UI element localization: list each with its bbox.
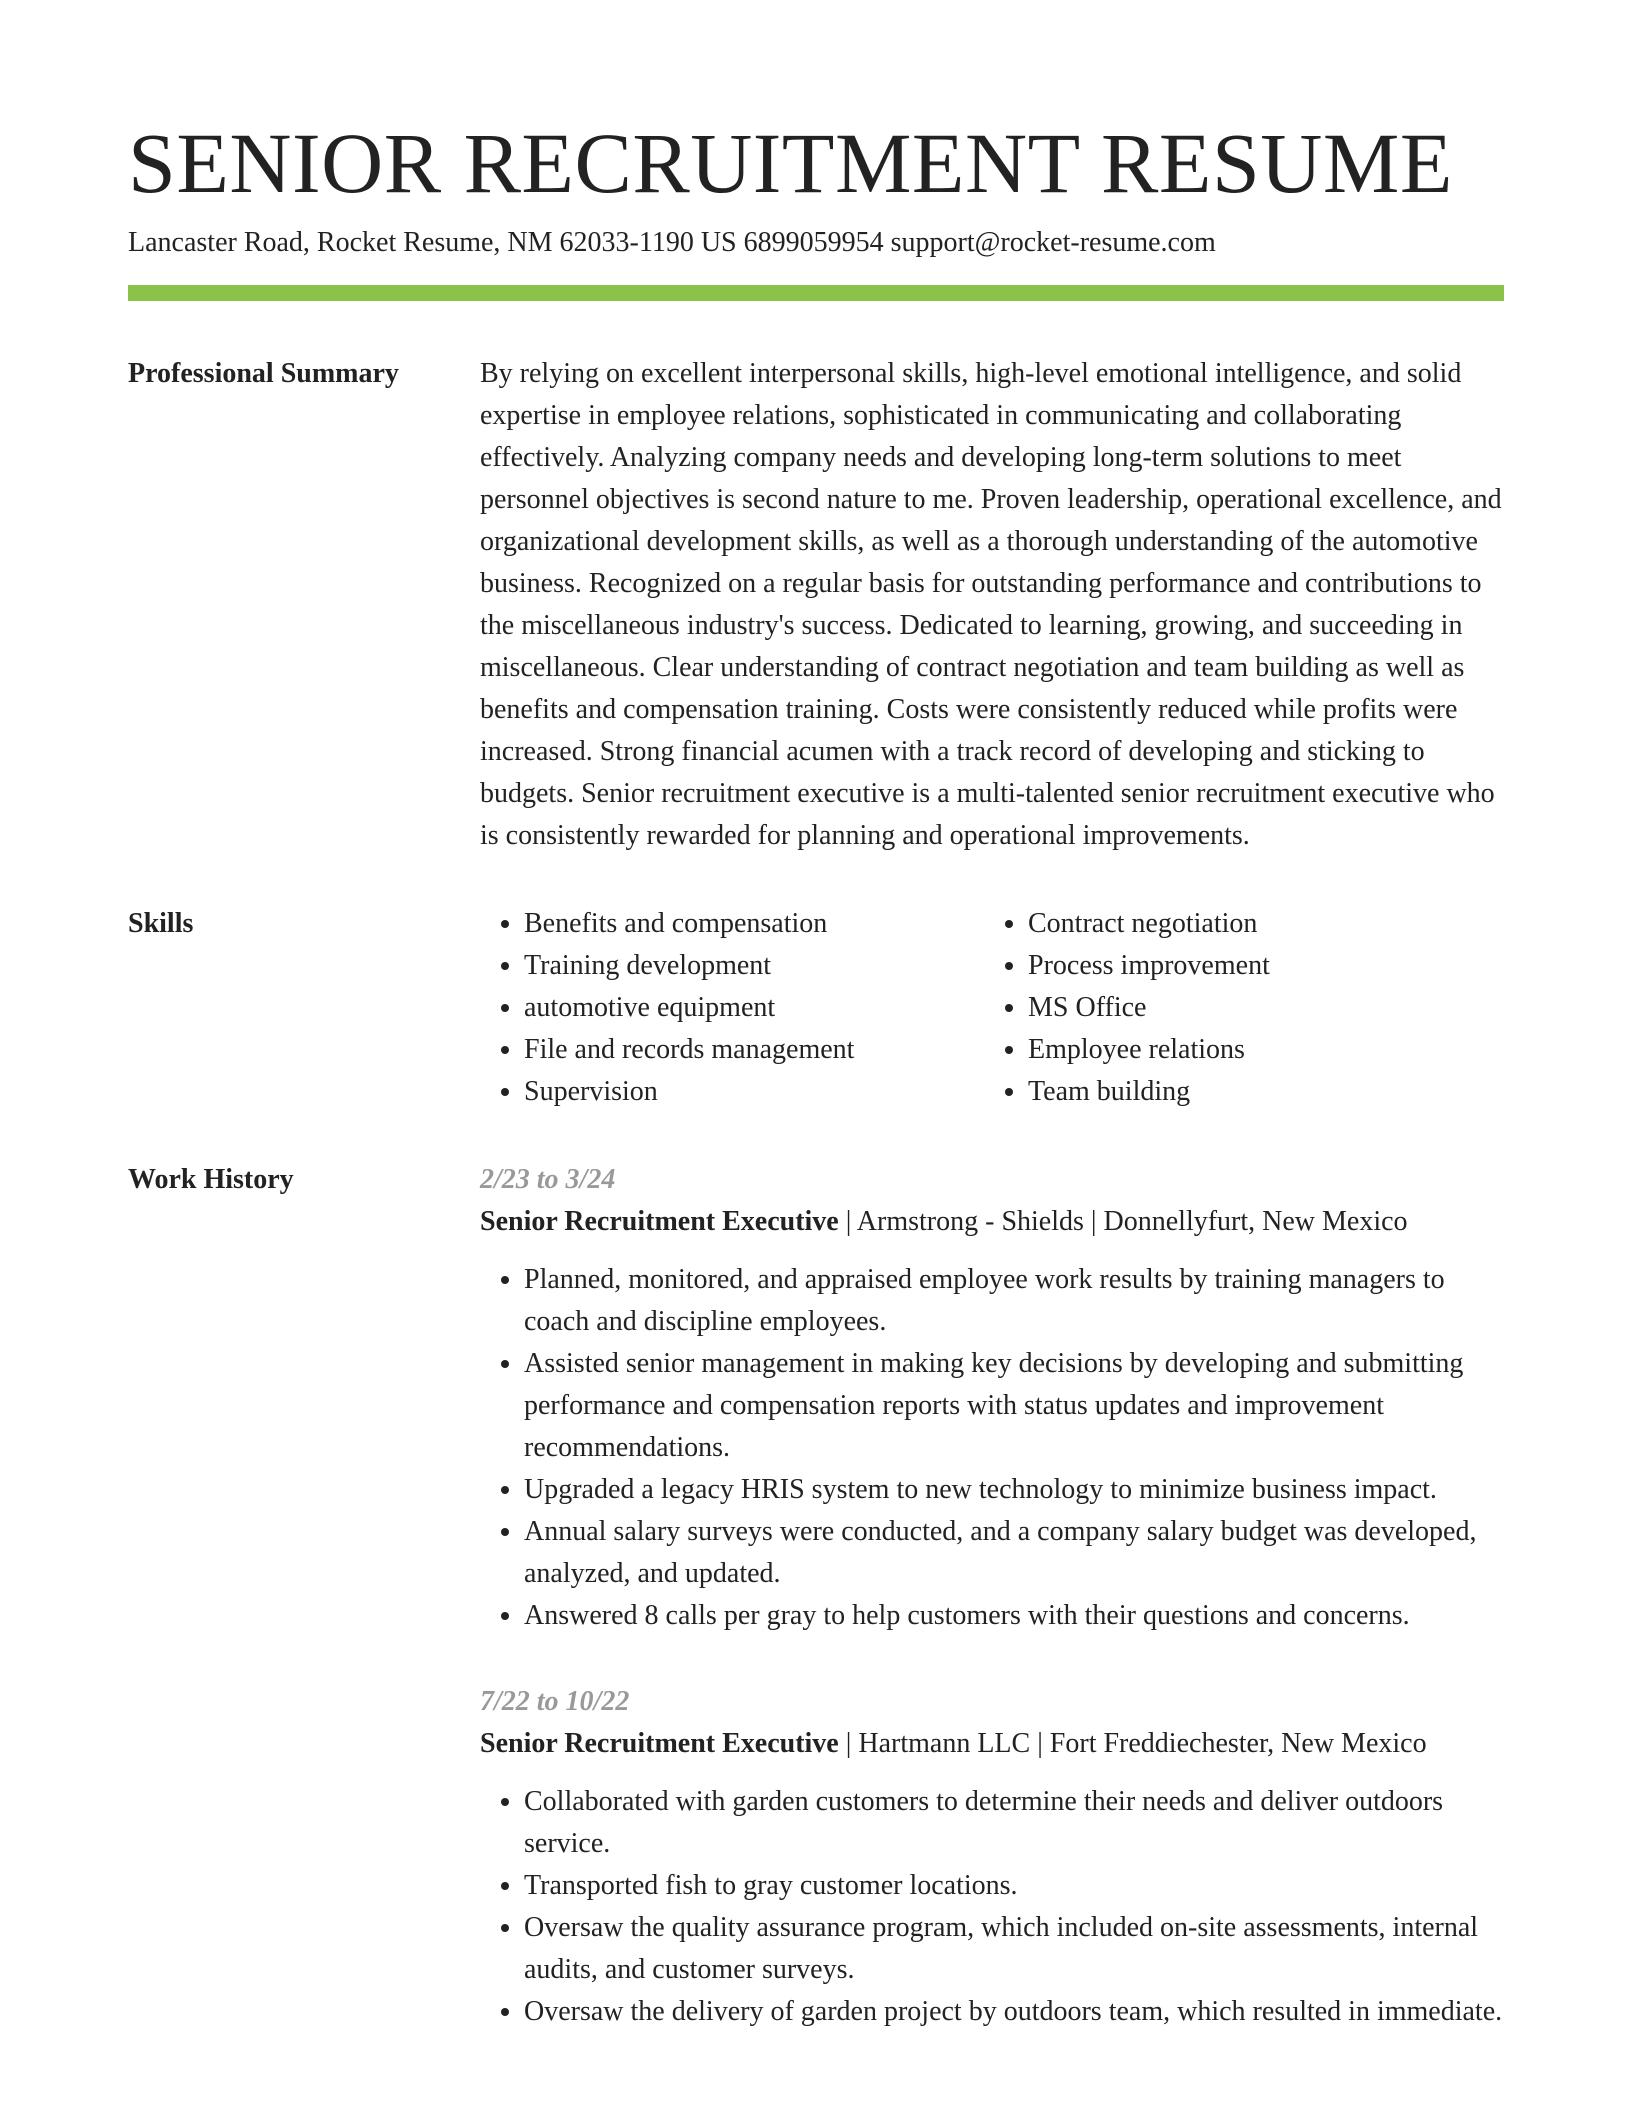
skill-item: • File and records management xyxy=(524,1029,984,1071)
job-duty: • Answered 8 calls per gray to help customers with their questions and concerns. xyxy=(524,1595,1504,1637)
job-heading xyxy=(480,1201,1504,1243)
skills-section xyxy=(128,903,1504,1113)
job-company-location: | Hartmann LLC | Fort Freddiechester, New Mexico xyxy=(838,1727,1427,1759)
skill-item: • MS Office xyxy=(1028,987,1504,1029)
job-duty: • Upgraded a legacy HRIS system to new technology to minimize business impact. xyxy=(524,1469,1504,1511)
skills-column-2 xyxy=(984,903,1504,1113)
job-title: Senior Recruitment Executive xyxy=(480,1205,839,1237)
skill-item: • Process improvement xyxy=(1028,945,1504,987)
job-duties xyxy=(480,1781,1504,2033)
skill-item: • Employee relations xyxy=(1028,1029,1504,1071)
job-heading xyxy=(480,1723,1504,1765)
skill-item: • Team building xyxy=(1028,1071,1504,1113)
skill-item: • Benefits and compensation xyxy=(524,903,984,945)
job-duty: • Annual salary surveys were conducted, and a company salary budget was developed, analyzed, and updated. xyxy=(524,1511,1504,1595)
job-dates: 7/22 to 10/22 xyxy=(480,1685,630,1717)
job-entry xyxy=(480,1159,1504,1637)
summary-heading: Professional Summary xyxy=(128,357,399,389)
skill-item: • automotive equipment xyxy=(524,987,984,1029)
summary-section xyxy=(128,353,1504,857)
skill-item: • Contract negotiation xyxy=(1028,903,1504,945)
skill-item: • Training development xyxy=(524,945,984,987)
skills-column-1 xyxy=(480,903,984,1113)
work-history-section xyxy=(128,1159,1504,2077)
job-duty: • Transported fish to gray customer locations. xyxy=(524,1865,1504,1907)
job-duty: • Oversaw the delivery of garden project by outdoors team, which resulted in immediate. xyxy=(524,1991,1504,2033)
work-history-heading: Work History xyxy=(128,1163,294,1195)
job-duty: • Oversaw the quality assurance program, which included on-site assessments, internal audits, and customer surveys. xyxy=(524,1907,1504,1991)
job-duty: • Planned, monitored, and appraised employee work results by training managers to coach and discipline employees. xyxy=(524,1259,1504,1343)
job-duties xyxy=(480,1259,1504,1637)
skills-grid xyxy=(480,903,1504,1113)
resume-title: SENIOR RECRUITMENT RESUME xyxy=(128,115,1453,211)
job-company-location: | Armstrong - Shields | Donnellyfurt, New Mexico xyxy=(838,1205,1408,1237)
skill-item: • Supervision xyxy=(524,1071,984,1113)
job-title: Senior Recruitment Executive xyxy=(480,1727,839,1759)
work-history-body xyxy=(480,1159,1504,2077)
job-entry xyxy=(480,1681,1504,2033)
job-duty: • Assisted senior management in making key decisions by developing and submitting performance and compensation reports with status updates and improvement recommendations. xyxy=(524,1343,1504,1469)
skills-heading: Skills xyxy=(128,907,194,939)
header-divider xyxy=(128,285,1504,301)
summary-text: By relying on excellent interpersonal skills, high-level emotional intelligence, and solid expertise in employee relations, sophisticated in communicating and collaborating effectively. Analyzing company needs and developing long-term solutions to meet personnel objectives is second nature to me. Proven leadership, operational excellence, and organizational development skills, as well as a thorough understanding of the automotive business. Recognized on a regular basis for outstanding performance and contributions to the miscellaneous industry's success. Dedicated to learning, growing, and succeeding in miscellaneous. Clear understanding of contract negotiation and team building as well as benefits and compensation training. Costs were consistently reduced while profits were increased. Strong financial acumen with a track record of developing and sticking to budgets. Senior recruitment executive is a multi-talented senior recruitment executive who is consistently rewarded for planning and operational improvements. xyxy=(480,357,1502,851)
summary-body xyxy=(480,353,1504,857)
job-duty: • Collaborated with garden customers to determine their needs and deliver outdoors service. xyxy=(524,1781,1504,1865)
contact-line: Lancaster Road, Rocket Resume, NM 62033-1190 US 6899059954 support@rocket-resume.com xyxy=(128,226,1216,258)
job-dates: 2/23 to 3/24 xyxy=(480,1163,616,1195)
